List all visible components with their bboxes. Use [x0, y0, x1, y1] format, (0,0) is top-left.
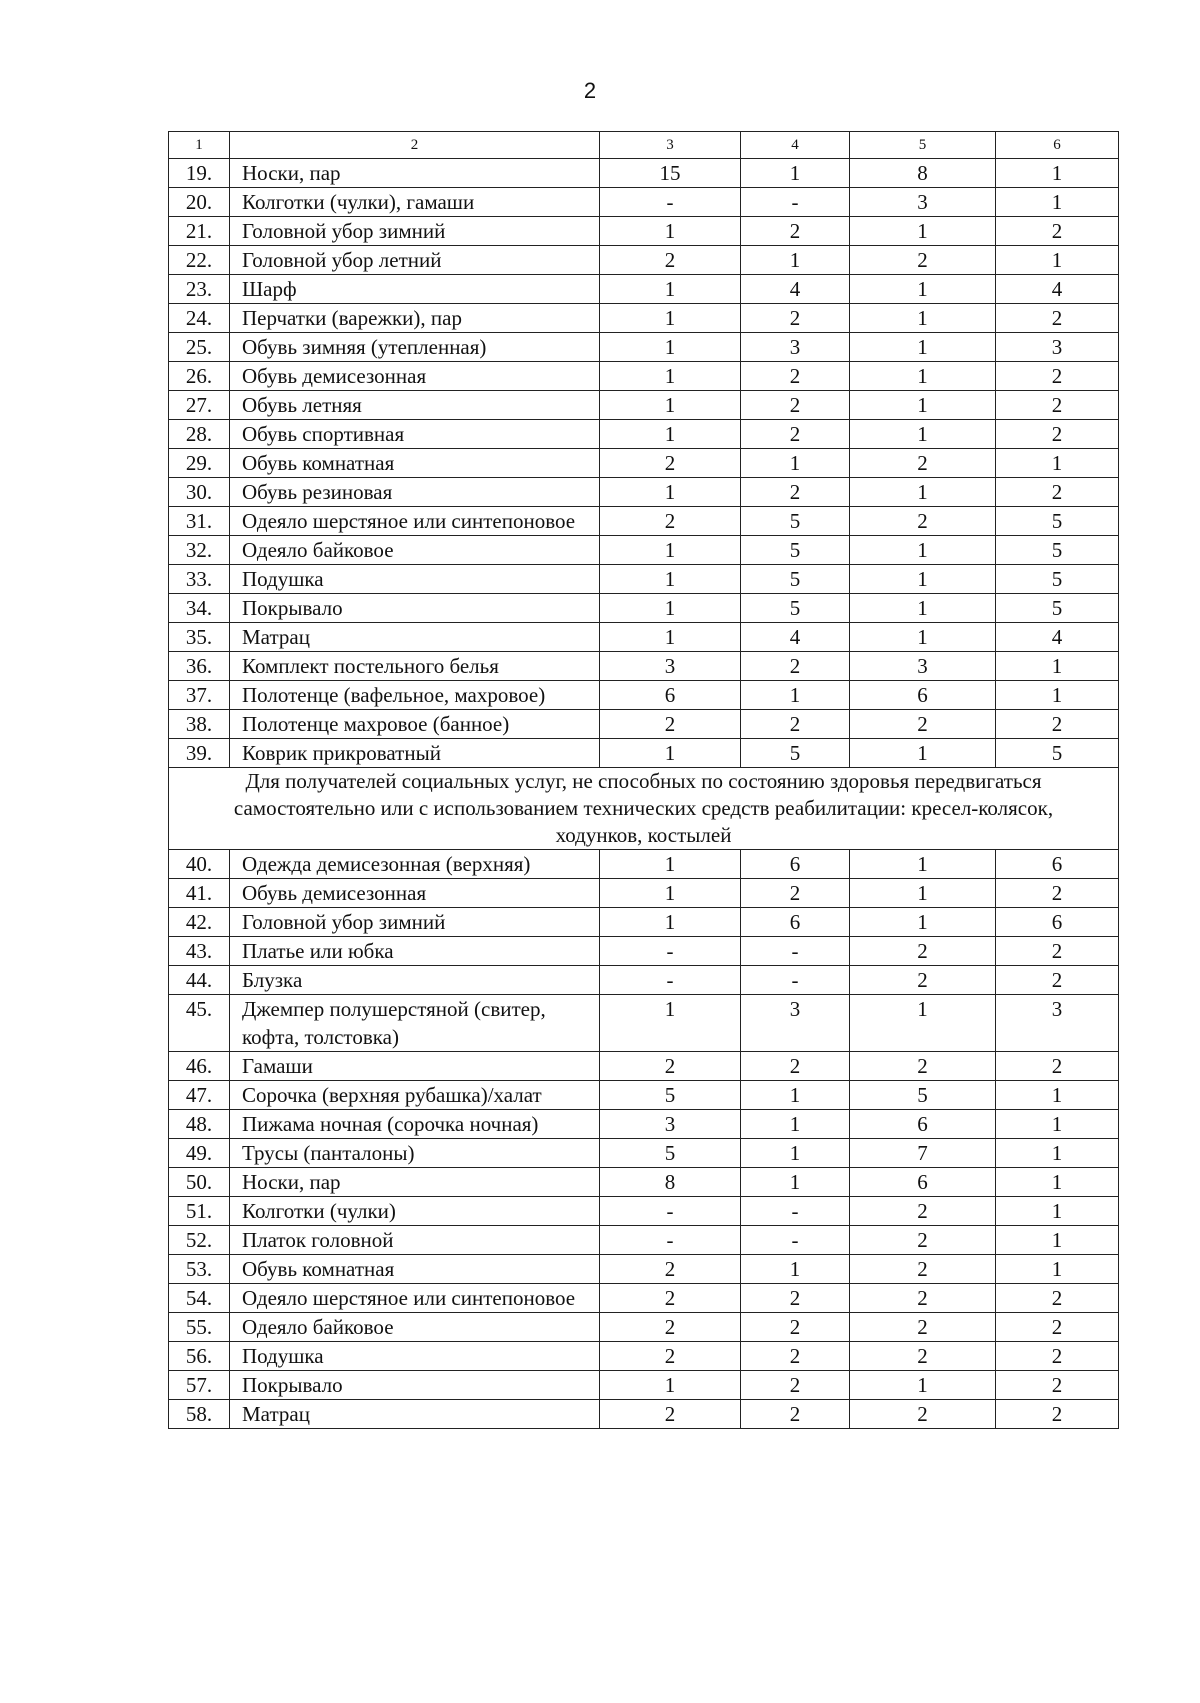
- item-name: Одеяло шерстяное или синтепоновое: [230, 1284, 600, 1313]
- cell-col-3: 1: [600, 594, 741, 623]
- cell-col-5: 6: [850, 1110, 996, 1139]
- cell-col-5: 1: [850, 478, 996, 507]
- row-number: 36.: [169, 652, 230, 681]
- column-header: 1: [169, 132, 230, 159]
- cell-col-3: 2: [600, 507, 741, 536]
- cell-col-3: 1: [600, 879, 741, 908]
- row-number: 29.: [169, 449, 230, 478]
- cell-col-3: 2: [600, 1400, 741, 1429]
- cell-col-6: 1: [996, 449, 1119, 478]
- table-row: [169, 908, 1119, 937]
- table-row: [169, 937, 1119, 966]
- cell-col-6: 4: [996, 623, 1119, 652]
- cell-col-4: 6: [741, 908, 850, 937]
- cell-col-6: 4: [996, 275, 1119, 304]
- row-number: 28.: [169, 420, 230, 449]
- column-header: 3: [600, 132, 741, 159]
- supplies-table: [168, 131, 1119, 1429]
- item-name: Одеяло байковое: [230, 1313, 600, 1342]
- cell-col-6: 1: [996, 652, 1119, 681]
- cell-col-6: 1: [996, 246, 1119, 275]
- cell-col-3: 2: [600, 449, 741, 478]
- table-row: [169, 565, 1119, 594]
- table-row: [169, 420, 1119, 449]
- cell-col-5: 2: [850, 1255, 996, 1284]
- cell-col-3: 2: [600, 710, 741, 739]
- cell-col-4: 2: [741, 1371, 850, 1400]
- cell-col-6: 2: [996, 420, 1119, 449]
- item-name: Обувь комнатная: [230, 449, 600, 478]
- row-number: 20.: [169, 188, 230, 217]
- cell-col-5: 1: [850, 739, 996, 768]
- cell-col-5: 2: [850, 1342, 996, 1371]
- cell-col-3: 3: [600, 1110, 741, 1139]
- item-name: Платок головной: [230, 1226, 600, 1255]
- cell-col-3: 2: [600, 1342, 741, 1371]
- cell-col-4: 3: [741, 995, 850, 1052]
- cell-col-5: 2: [850, 1400, 996, 1429]
- cell-col-4: -: [741, 188, 850, 217]
- cell-col-6: 2: [996, 391, 1119, 420]
- cell-col-5: 7: [850, 1139, 996, 1168]
- table-row: [169, 362, 1119, 391]
- table-row: [169, 1052, 1119, 1081]
- cell-col-4: -: [741, 1197, 850, 1226]
- item-name: Пижама ночная (сорочка ночная): [230, 1110, 600, 1139]
- cell-col-5: 6: [850, 681, 996, 710]
- cell-col-4: -: [741, 966, 850, 995]
- cell-col-3: 5: [600, 1081, 741, 1110]
- item-name: Покрывало: [230, 1371, 600, 1400]
- row-number: 55.: [169, 1313, 230, 1342]
- cell-col-3: 1: [600, 995, 741, 1052]
- item-name: Обувь зимняя (утепленная): [230, 333, 600, 362]
- cell-col-5: 2: [850, 710, 996, 739]
- row-number: 56.: [169, 1342, 230, 1371]
- cell-col-5: 3: [850, 188, 996, 217]
- cell-col-6: 2: [996, 1052, 1119, 1081]
- cell-col-6: 1: [996, 1255, 1119, 1284]
- cell-col-3: 1: [600, 275, 741, 304]
- row-number: 27.: [169, 391, 230, 420]
- cell-col-5: 1: [850, 217, 996, 246]
- table-row: [169, 681, 1119, 710]
- row-number: 47.: [169, 1081, 230, 1110]
- row-number: 53.: [169, 1255, 230, 1284]
- cell-col-4: 2: [741, 391, 850, 420]
- column-header: 4: [741, 132, 850, 159]
- cell-col-4: 2: [741, 1052, 850, 1081]
- cell-col-4: -: [741, 1226, 850, 1255]
- cell-col-6: 2: [996, 1342, 1119, 1371]
- cell-col-5: 5: [850, 1081, 996, 1110]
- table-row: [169, 188, 1119, 217]
- table-row: [169, 246, 1119, 275]
- cell-col-4: 2: [741, 304, 850, 333]
- cell-col-6: 2: [996, 879, 1119, 908]
- column-header: 6: [996, 132, 1119, 159]
- cell-col-4: 2: [741, 1313, 850, 1342]
- cell-col-4: 2: [741, 1400, 850, 1429]
- item-name: Обувь демисезонная: [230, 362, 600, 391]
- cell-col-6: 2: [996, 362, 1119, 391]
- cell-col-5: 8: [850, 159, 996, 188]
- item-name: Обувь летняя: [230, 391, 600, 420]
- table-row: [169, 1081, 1119, 1110]
- item-name: Коврик прикроватный: [230, 739, 600, 768]
- table-row: [169, 966, 1119, 995]
- cell-col-5: 1: [850, 362, 996, 391]
- item-name: Покрывало: [230, 594, 600, 623]
- cell-col-3: 2: [600, 1052, 741, 1081]
- cell-col-6: 5: [996, 565, 1119, 594]
- item-name: Шарф: [230, 275, 600, 304]
- cell-col-3: -: [600, 1197, 741, 1226]
- cell-col-5: 1: [850, 565, 996, 594]
- cell-col-5: 2: [850, 937, 996, 966]
- row-number: 54.: [169, 1284, 230, 1313]
- table-row: [169, 333, 1119, 362]
- cell-col-3: 2: [600, 1284, 741, 1313]
- cell-col-4: 5: [741, 536, 850, 565]
- cell-col-4: 4: [741, 623, 850, 652]
- item-name: Полотенце (вафельное, махровое): [230, 681, 600, 710]
- cell-col-6: 6: [996, 908, 1119, 937]
- row-number: 32.: [169, 536, 230, 565]
- row-number: 57.: [169, 1371, 230, 1400]
- cell-col-3: 1: [600, 908, 741, 937]
- row-number: 30.: [169, 478, 230, 507]
- item-name: Обувь спортивная: [230, 420, 600, 449]
- item-name: Подушка: [230, 565, 600, 594]
- cell-col-4: 1: [741, 1081, 850, 1110]
- cell-col-6: 5: [996, 507, 1119, 536]
- cell-col-5: 2: [850, 1197, 996, 1226]
- cell-col-6: 1: [996, 1197, 1119, 1226]
- cell-col-5: 1: [850, 333, 996, 362]
- cell-col-5: 1: [850, 879, 996, 908]
- column-header: 5: [850, 132, 996, 159]
- item-name: Обувь демисезонная: [230, 879, 600, 908]
- item-name: Сорочка (верхняя рубашка)/халат: [230, 1081, 600, 1110]
- row-number: 35.: [169, 623, 230, 652]
- cell-col-5: 3: [850, 652, 996, 681]
- cell-col-4: 1: [741, 681, 850, 710]
- row-number: 37.: [169, 681, 230, 710]
- item-name: Гамаши: [230, 1052, 600, 1081]
- table-row: [169, 1110, 1119, 1139]
- cell-col-3: 1: [600, 478, 741, 507]
- cell-col-4: -: [741, 937, 850, 966]
- row-number: 23.: [169, 275, 230, 304]
- cell-col-5: 2: [850, 1052, 996, 1081]
- cell-col-4: 2: [741, 652, 850, 681]
- cell-col-3: -: [600, 937, 741, 966]
- table-row: [169, 623, 1119, 652]
- item-name: Перчатки (варежки), пар: [230, 304, 600, 333]
- cell-col-5: 1: [850, 850, 996, 879]
- cell-col-5: 1: [850, 908, 996, 937]
- table-row: [169, 1371, 1119, 1400]
- cell-col-3: 8: [600, 1168, 741, 1197]
- cell-col-3: 1: [600, 536, 741, 565]
- cell-col-6: 2: [996, 937, 1119, 966]
- cell-col-5: 1: [850, 420, 996, 449]
- cell-col-5: 1: [850, 594, 996, 623]
- table-row: [169, 275, 1119, 304]
- cell-col-4: 5: [741, 507, 850, 536]
- cell-col-4: 2: [741, 879, 850, 908]
- item-name: Матрац: [230, 623, 600, 652]
- row-number: 49.: [169, 1139, 230, 1168]
- cell-col-4: 6: [741, 850, 850, 879]
- cell-col-4: 2: [741, 710, 850, 739]
- item-name: Головной убор зимний: [230, 217, 600, 246]
- column-header: 2: [230, 132, 600, 159]
- cell-col-3: 1: [600, 420, 741, 449]
- row-number: 41.: [169, 879, 230, 908]
- cell-col-4: 1: [741, 1110, 850, 1139]
- cell-col-4: 1: [741, 1255, 850, 1284]
- cell-col-4: 2: [741, 420, 850, 449]
- cell-col-5: 2: [850, 246, 996, 275]
- table-row: [169, 995, 1119, 1052]
- cell-col-5: 1: [850, 623, 996, 652]
- cell-col-4: 5: [741, 739, 850, 768]
- row-number: 33.: [169, 565, 230, 594]
- cell-col-6: 1: [996, 1081, 1119, 1110]
- cell-col-5: 1: [850, 275, 996, 304]
- cell-col-3: 2: [600, 246, 741, 275]
- row-number: 26.: [169, 362, 230, 391]
- cell-col-3: 3: [600, 652, 741, 681]
- cell-col-3: 15: [600, 159, 741, 188]
- row-number: 21.: [169, 217, 230, 246]
- cell-col-6: 1: [996, 1168, 1119, 1197]
- table-body: [169, 132, 1119, 1429]
- cell-col-6: 2: [996, 1371, 1119, 1400]
- item-name: Матрац: [230, 1400, 600, 1429]
- cell-col-3: 1: [600, 217, 741, 246]
- cell-col-4: 1: [741, 1139, 850, 1168]
- cell-col-4: 2: [741, 362, 850, 391]
- item-name: Одежда демисезонная (верхняя): [230, 850, 600, 879]
- item-name: Обувь комнатная: [230, 1255, 600, 1284]
- cell-col-4: 1: [741, 449, 850, 478]
- cell-col-4: 2: [741, 1284, 850, 1313]
- cell-col-4: 3: [741, 333, 850, 362]
- row-number: 51.: [169, 1197, 230, 1226]
- cell-col-5: 1: [850, 995, 996, 1052]
- item-name: Джемпер полушерстяной (свитер, кофта, толстовка): [230, 995, 600, 1052]
- table-row: [169, 304, 1119, 333]
- cell-col-6: 2: [996, 1400, 1119, 1429]
- cell-col-3: 1: [600, 333, 741, 362]
- row-number: 52.: [169, 1226, 230, 1255]
- cell-col-6: 5: [996, 739, 1119, 768]
- row-number: 43.: [169, 937, 230, 966]
- table-row: [169, 478, 1119, 507]
- table-row: [169, 879, 1119, 908]
- row-number: 39.: [169, 739, 230, 768]
- cell-col-6: 5: [996, 594, 1119, 623]
- cell-col-6: 2: [996, 304, 1119, 333]
- table-row: [169, 217, 1119, 246]
- cell-col-6: 2: [996, 478, 1119, 507]
- table-row: [169, 391, 1119, 420]
- cell-col-4: 1: [741, 246, 850, 275]
- cell-col-5: 2: [850, 1313, 996, 1342]
- item-name: Головной убор летний: [230, 246, 600, 275]
- cell-col-6: 2: [996, 710, 1119, 739]
- section-heading-row: [169, 768, 1119, 850]
- cell-col-4: 5: [741, 565, 850, 594]
- item-name: Носки, пар: [230, 1168, 600, 1197]
- table-row: [169, 1255, 1119, 1284]
- cell-col-5: 2: [850, 449, 996, 478]
- cell-col-3: 5: [600, 1139, 741, 1168]
- cell-col-6: 2: [996, 217, 1119, 246]
- item-name: Платье или юбка: [230, 937, 600, 966]
- cell-col-4: 2: [741, 1342, 850, 1371]
- cell-col-3: 1: [600, 391, 741, 420]
- cell-col-3: 1: [600, 850, 741, 879]
- cell-col-3: -: [600, 966, 741, 995]
- table-row: [169, 1197, 1119, 1226]
- row-number: 45.: [169, 995, 230, 1052]
- cell-col-4: 2: [741, 217, 850, 246]
- item-name: Подушка: [230, 1342, 600, 1371]
- row-number: 25.: [169, 333, 230, 362]
- row-number: 19.: [169, 159, 230, 188]
- table-row: [169, 710, 1119, 739]
- cell-col-6: 3: [996, 995, 1119, 1052]
- row-number: 44.: [169, 966, 230, 995]
- row-number: 42.: [169, 908, 230, 937]
- item-name: Обувь резиновая: [230, 478, 600, 507]
- cell-col-3: 6: [600, 681, 741, 710]
- cell-col-5: 2: [850, 507, 996, 536]
- cell-col-6: 2: [996, 966, 1119, 995]
- item-name: Комплект постельного белья: [230, 652, 600, 681]
- cell-col-6: 6: [996, 850, 1119, 879]
- item-name: Полотенце махровое (банное): [230, 710, 600, 739]
- cell-col-3: 1: [600, 304, 741, 333]
- cell-col-4: 1: [741, 1168, 850, 1197]
- row-number: 22.: [169, 246, 230, 275]
- table-row: [169, 1313, 1119, 1342]
- table-row: [169, 449, 1119, 478]
- cell-col-5: 1: [850, 391, 996, 420]
- cell-col-3: 1: [600, 1371, 741, 1400]
- table-row: [169, 507, 1119, 536]
- item-name: Головной убор зимний: [230, 908, 600, 937]
- cell-col-3: 2: [600, 1255, 741, 1284]
- item-name: Носки, пар: [230, 159, 600, 188]
- column-header-row: [169, 132, 1119, 159]
- cell-col-4: 4: [741, 275, 850, 304]
- cell-col-6: 1: [996, 188, 1119, 217]
- item-name: Одеяло шерстяное или синтепоновое: [230, 507, 600, 536]
- item-name: Трусы (панталоны): [230, 1139, 600, 1168]
- cell-col-6: 1: [996, 681, 1119, 710]
- cell-col-4: 2: [741, 478, 850, 507]
- table-row: [169, 1342, 1119, 1371]
- cell-col-3: 1: [600, 362, 741, 391]
- cell-col-6: 1: [996, 159, 1119, 188]
- row-number: 31.: [169, 507, 230, 536]
- item-name: Одеяло байковое: [230, 536, 600, 565]
- table-row: [169, 1168, 1119, 1197]
- cell-col-5: 2: [850, 1226, 996, 1255]
- row-number: 50.: [169, 1168, 230, 1197]
- table-row: [169, 1139, 1119, 1168]
- cell-col-3: 1: [600, 623, 741, 652]
- row-number: 40.: [169, 850, 230, 879]
- cell-col-3: 1: [600, 565, 741, 594]
- table-row: [169, 739, 1119, 768]
- cell-col-5: 2: [850, 966, 996, 995]
- cell-col-6: 2: [996, 1313, 1119, 1342]
- cell-col-6: 1: [996, 1110, 1119, 1139]
- item-name: Блузка: [230, 966, 600, 995]
- row-number: 48.: [169, 1110, 230, 1139]
- table-row: [169, 594, 1119, 623]
- cell-col-3: 1: [600, 739, 741, 768]
- row-number: 24.: [169, 304, 230, 333]
- cell-col-6: 3: [996, 333, 1119, 362]
- cell-col-4: 5: [741, 594, 850, 623]
- table-row: [169, 1284, 1119, 1313]
- row-number: 38.: [169, 710, 230, 739]
- cell-col-5: 1: [850, 536, 996, 565]
- cell-col-5: 6: [850, 1168, 996, 1197]
- cell-col-5: 1: [850, 1371, 996, 1400]
- table-row: [169, 1400, 1119, 1429]
- cell-col-3: -: [600, 1226, 741, 1255]
- cell-col-6: 5: [996, 536, 1119, 565]
- row-number: 46.: [169, 1052, 230, 1081]
- table-row: [169, 850, 1119, 879]
- cell-col-6: 1: [996, 1226, 1119, 1255]
- item-name: Колготки (чулки): [230, 1197, 600, 1226]
- cell-col-5: 2: [850, 1284, 996, 1313]
- cell-col-4: 1: [741, 159, 850, 188]
- cell-col-6: 2: [996, 1284, 1119, 1313]
- section-heading: Для получателей социальных услуг, не способных по состоянию здоровья передвигаться самостоятельно или с использованием технических средств реабилитации: кресел-колясок, ходунков, костылей: [169, 768, 1119, 850]
- cell-col-5: 1: [850, 304, 996, 333]
- table-row: [169, 1226, 1119, 1255]
- table-row: [169, 652, 1119, 681]
- cell-col-3: -: [600, 188, 741, 217]
- item-name: Колготки (чулки), гамаши: [230, 188, 600, 217]
- cell-col-3: 2: [600, 1313, 741, 1342]
- row-number: 58.: [169, 1400, 230, 1429]
- page-number: 2: [583, 78, 597, 103]
- row-number: 34.: [169, 594, 230, 623]
- table-row: [169, 159, 1119, 188]
- table-row: [169, 536, 1119, 565]
- cell-col-6: 1: [996, 1139, 1119, 1168]
